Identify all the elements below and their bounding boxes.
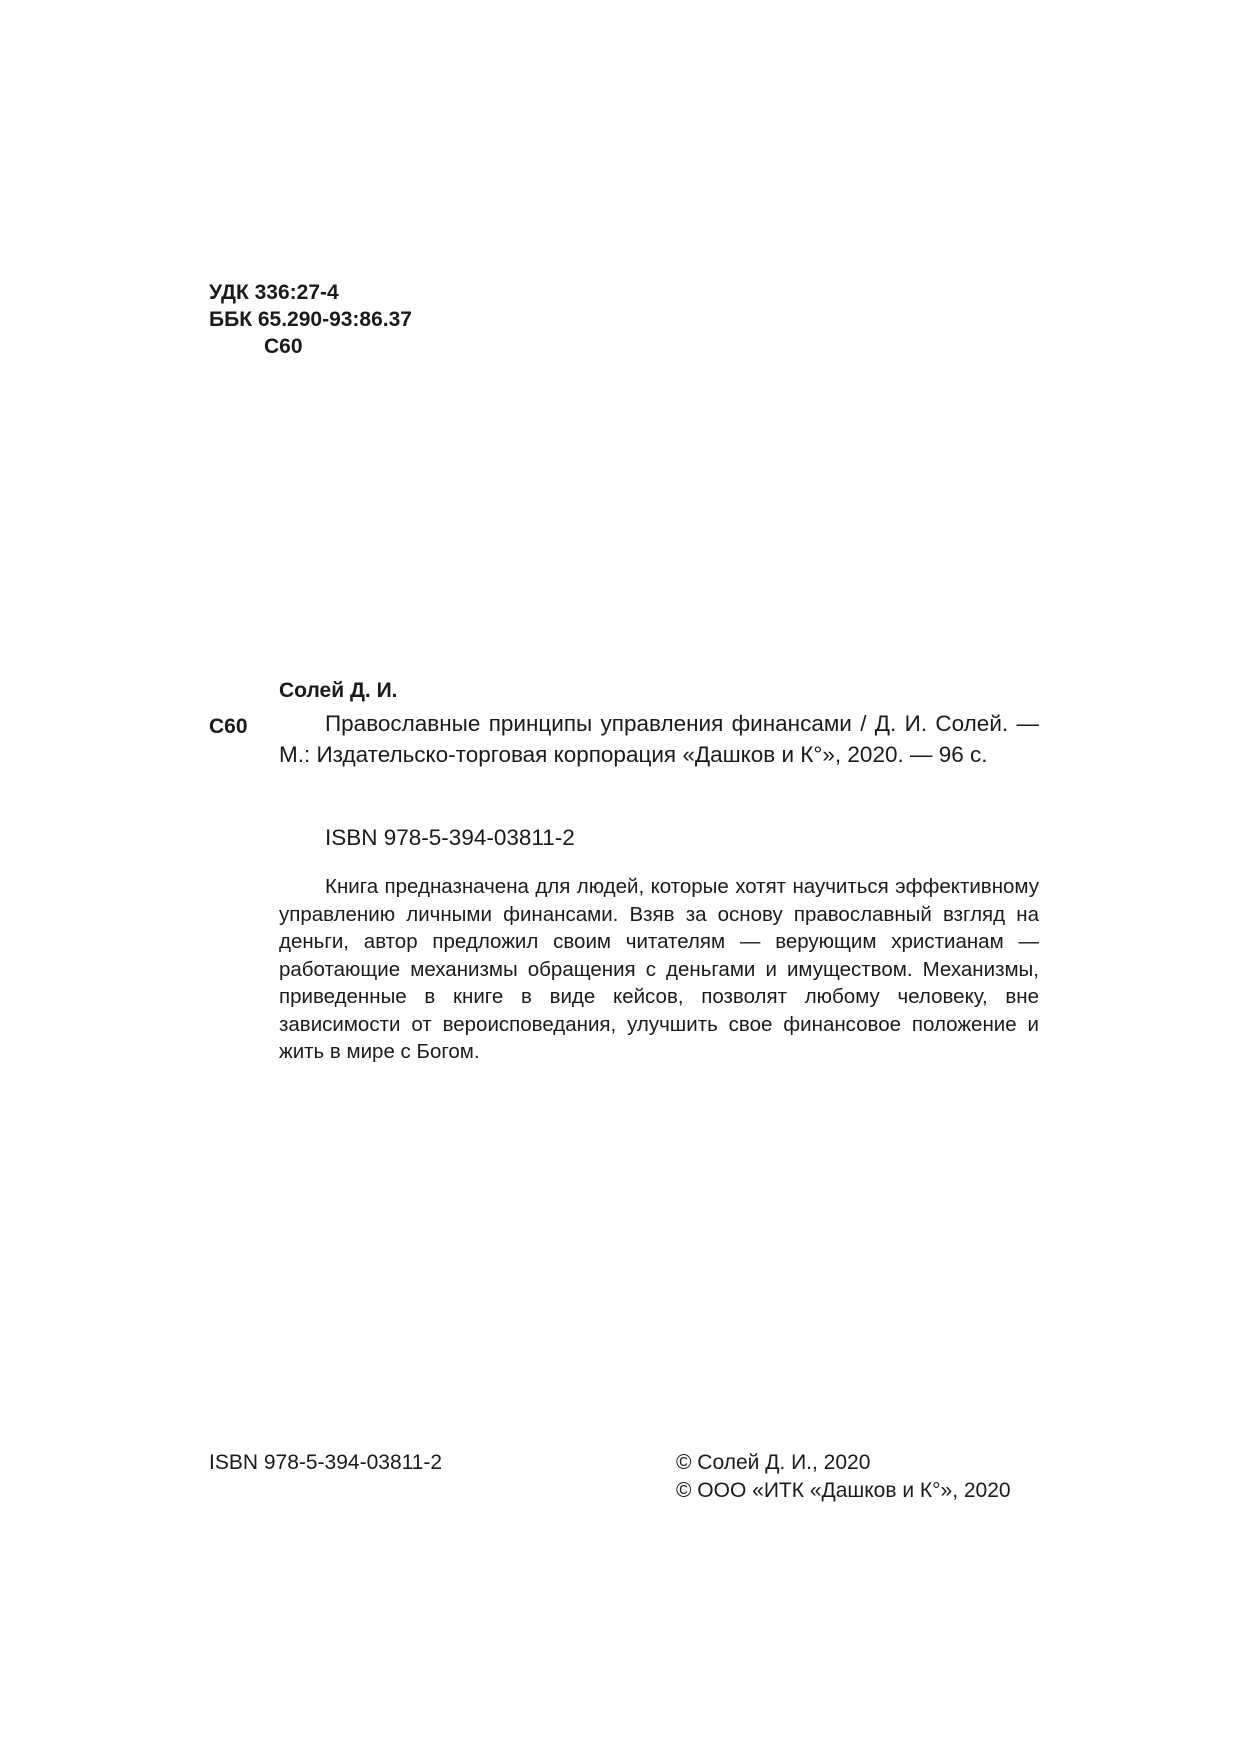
footer-isbn: ISBN 978-5-394-03811-2 [209,1451,443,1474]
entry-author-mark: С60 [209,715,248,738]
copyright-publisher: © ООО «ИТК «Дашков и К°», 2020 [676,1478,1011,1502]
entry-isbn: ISBN 978-5-394-03811-2 [325,825,575,850]
copyright-author: © Солей Д. И., 2020 [676,1451,871,1474]
bbk-code: ББК 65.290-93:86.37 [209,308,412,331]
classification-codes [209,279,412,360]
udk-code: УДК 336:27-4 [209,281,339,304]
annotation: Книга предназначена для людей, которые хотят научиться эффективному управлению личными финансами. Взяв за основу православный взгляд на деньги, автор предложил своим читателям — верующим христианам — работающие механизмы обращения с деньгами и имуществом. Механизмы, приведенные в книге в виде кейсов, позволят любому человеку, вне зависимости от вероисповедания, улучшить свое финансовое положение и жить в мире с Богом. [279,875,1039,1063]
copyright-block [676,1449,1011,1504]
author-mark: С60 [264,335,303,358]
bibliographic-record: Православные принципы управления финансами / Д. И. Солей. — М.: Издательско-торговая корпорация «Дашков и К°», 2020. — 96 с. [279,711,1039,767]
entry-author: Солей Д. И. [279,679,398,702]
